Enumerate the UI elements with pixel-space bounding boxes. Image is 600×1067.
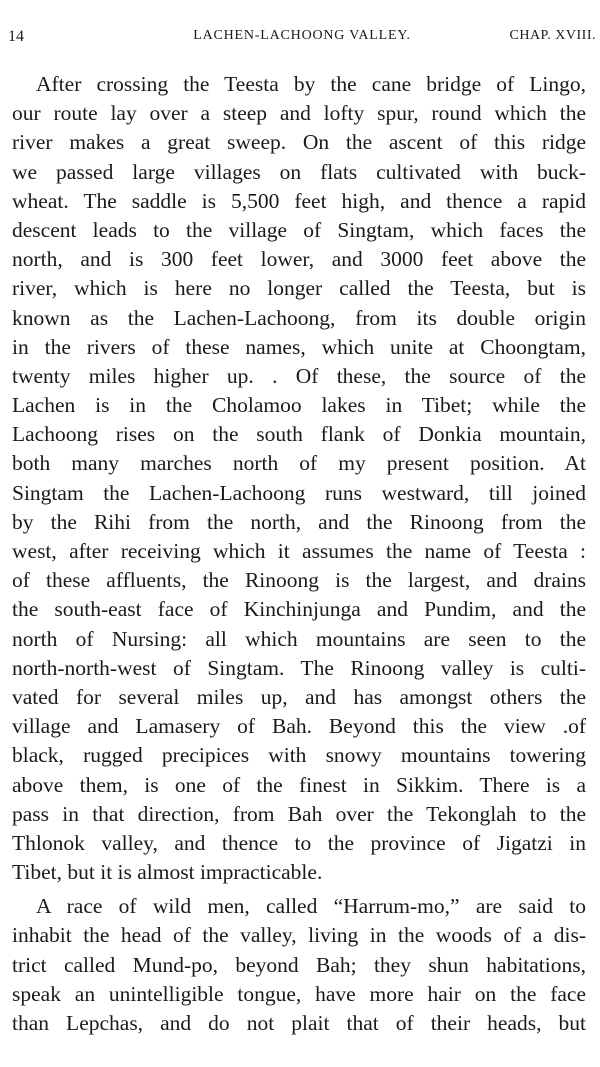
text-line: trict called Mund-po, beyond Bah; they shun habitations, [12,952,586,977]
text-line: inhabit the head of the valley, living in the woods of a dis- [12,923,586,948]
text-line: speak an unintelligible tongue, have more hair on the face [12,981,586,1006]
text-line: Singtam the Lachen-Lachoong runs westward, till joined [12,480,586,505]
paragraph-2 [12,892,586,1038]
text-line: A race of wild men, called “Harrum-mo,” are said to [36,894,586,919]
text-line: black, rugged precipices with snowy mountains towering [12,743,586,768]
paragraph-1 [12,70,586,887]
text-line: After crossing the Teesta by the cane bridge of Lingo, [36,72,586,96]
body-text [12,70,586,1038]
text-line: river makes a great sweep. On the ascent of this ridge [12,130,586,155]
text-line: by the Rihi from the north, and the Rinoong from the [12,509,586,534]
running-title: LACHEN-LACHOONG VALLEY. [193,28,411,43]
text-line: west, after receiving which it assumes the name of Teesta : [12,539,586,563]
text-line: our route lay over a steep and lofty spur, round which the [12,101,586,126]
text-line: north, and is 300 feet lower, and 3000 feet above the [12,247,586,272]
text-line: pass in that direction, from Bah over the Tekonglah to the [12,801,586,826]
text-line: wheat. The saddle is 5,500 feet high, and thence a rapid [12,188,586,213]
text-line: north of Nursing: all which mountains are seen to the [12,626,586,651]
text-line: river, which is here no longer called the Teesta, but is [12,276,586,301]
text-line: village and Lamasery of Bah. Beyond this the view .of [12,714,586,739]
text-line: of these affluents, the Rinoong is the largest, and drains [12,568,586,593]
text-line: Lachen is in the Cholamoo lakes in Tibet; while the [12,393,586,418]
running-head [8,28,596,50]
text-line: both many marches north of my present position. At [12,451,586,476]
text-line: descent leads to the village of Singtam, which faces the [12,217,586,242]
text-line: Thlonok valley, and thence to the province of Jigatzi in [12,830,586,855]
text-line: we passed large villages on flats cultivated with buck- [12,159,586,184]
text-line: in the rivers of these names, which unite at Choongtam, [12,334,586,359]
text-line: above them, is one of the finest in Sikkim. There is a [12,772,586,797]
chapter-reference: CHAP. XVIII. [509,28,596,43]
text-line: than Lepchas, and do not plait that of their heads, but [12,1011,586,1035]
text-line: twenty miles higher up. . Of these, the source of the [12,363,586,388]
text-line: the south-east face of Kinchinjunga and Pundim, and the [12,597,586,622]
page-number: 14 [8,28,24,45]
text-line: vated for several miles up, and has amongst others the [12,684,586,709]
text-line: Lachoong rises on the south flank of Donkia mountain, [12,422,586,447]
text-line: known as the Lachen-Lachoong, from its double origin [12,305,586,330]
text-line: north-north-west of Singtam. The Rinoong valley is culti- [12,655,586,680]
text-line: Tibet, but it is almost impracticable. [12,860,323,885]
